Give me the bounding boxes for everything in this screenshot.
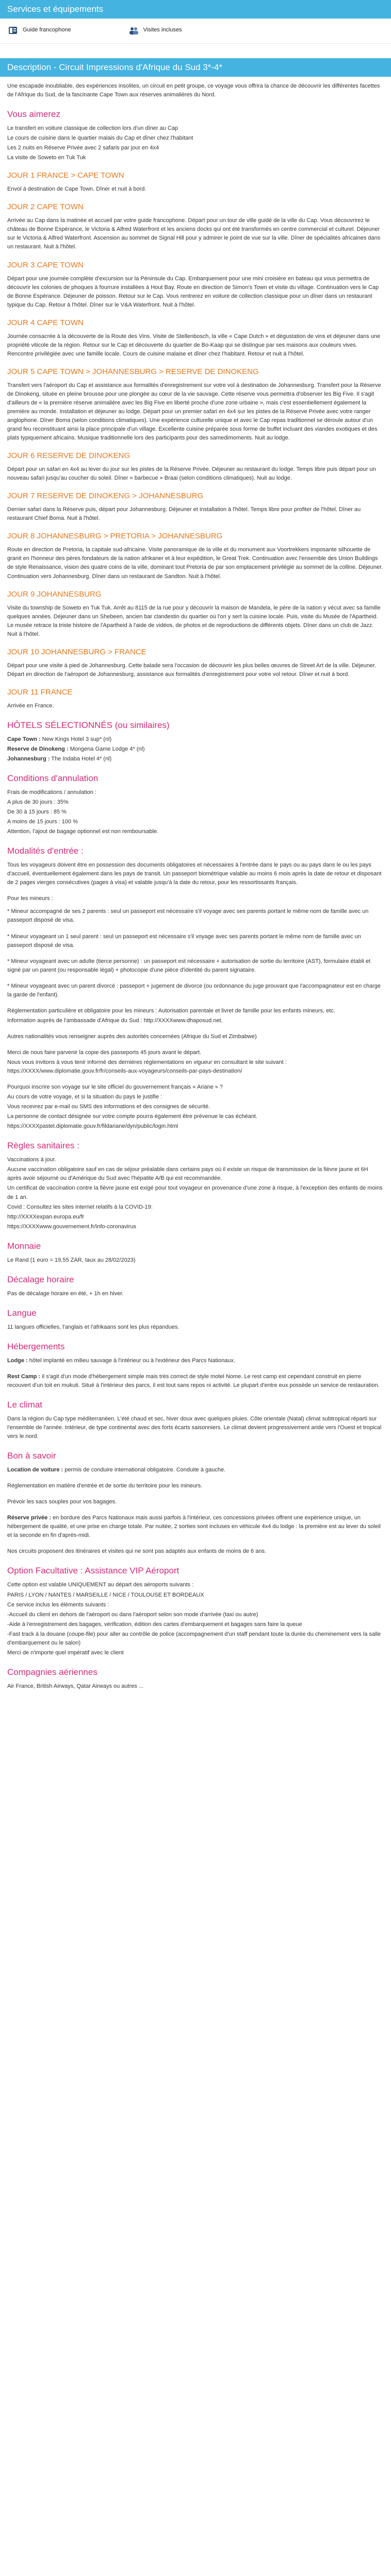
entree-para: * Mineur accompagné de ses 2 parents : seul un passeport est nécessaire s'il voyage avec ses parents portant le même nom de famille avec un passeport disposé de visa. [7, 908, 369, 924]
entree-para: * Mineur voyageant avec un adulte (tierce personne) : un passeport est nécessaire + autorisation de sortie du territoire (AST), formulaire établi et signé par un parent (ou responsable légal) + photocopie d'une pièce d'identité du parent signataire. [7, 958, 371, 973]
bonavoir-para [7, 1466, 384, 1475]
hebergement-para [7, 1372, 384, 1390]
entree-title: Modalités d'entrée : [7, 846, 84, 856]
day-title: JOUR 5 CAPE TOWN > JOHANNESBURG > RESERVE DE DINOKENG [7, 367, 259, 376]
sanitaires-title: Règles sanitaires : [7, 1141, 79, 1151]
aimerez-line: Le transfert en voiture classique de collection lors d'un dîner au Cap [7, 125, 178, 132]
annulation-line: De 30 à 15 jours : 85 % [7, 809, 67, 816]
service-guide [7, 25, 71, 36]
entree-para: Information auprès de l'ambassade d'Afrique du Sud : http://XXXXwww.dhaposud.net. [7, 1017, 223, 1024]
hotels-title: HÔTELS SÉLECTIONNÉS (ou similaires) [7, 720, 170, 730]
description-section [0, 82, 391, 1691]
day-text: Arrivée en France. [7, 702, 54, 709]
option-line: -Aide à l'enregistrement des bagages, vérification, édition des cartes d'embarquement et bagages sans faire la queue [7, 1621, 302, 1628]
bonavoir-para: Réglementation en matière d'entrée et de sortie du territoire pour les mineurs. [7, 1483, 203, 1489]
entree-para: Au cours de votre voyage, et si la situation du pays le justifie : [7, 1094, 162, 1100]
langue-title: Langue [7, 1308, 37, 1318]
bonavoir-para [7, 1514, 384, 1540]
entree-para: Merci de nous faire parvenir la copie des passeports 45 jours avant le départ. [7, 1049, 202, 1056]
guide-icon [7, 25, 19, 36]
option-line: -Accueil du client en dehors de l'aéroport ou dans l'aéroport selon son mode d'arrivée (taxi ou autre) [7, 1611, 258, 1618]
option-line: Cette option est valable UNIQUEMENT au départ des aéroports suivants : [7, 1582, 194, 1588]
day-text: Arrivée au Cap dans la matinée et accueil par votre guide francophone. Départ pour un tour de ville guidé de la ville du Cap. Vous découvrirez le château de Bonne Espérance, le Victoria & Alfred Waterfront et les anciens docks qui ont été transformés en centre commercial et culturel. Déjeuner sur le Victoria & Alfred Waterfront. Ascension au sommet de Signal Hill pour y admirer le point de vue sur la ville. Dîner de spécialités africaines dans un restaurant. Nuit à l'hôtel. [7, 217, 381, 250]
climat-text: Dans la région du Cap type méditerranéen. L'été chaud et sec, hiver doux avec quelques pluies. Côte orientale (Natal) climat subtropical réparti sur l'ensemble de l'année. Intérieur, de type continental avec des forts écarts saisonniers. Le climat devient progressivement aride vers l'Ouest et tropical vers le nord. [7, 1415, 382, 1440]
day-title: JOUR 6 RESERVE DE DINOKENG [7, 451, 131, 461]
option-line: Ce service inclus les éléments suivants : [7, 1601, 109, 1608]
annulation-line: A moins de 15 jours : 100 % [7, 819, 78, 825]
bonavoir-text: en bordure des Parcs Nationaux mais aussi parfois à l'intérieur, ces concessions privées offrent une expérience unique, un hébergement de qualité, et une prise en charge totale. Par nuitée, 2 sorties sont incluses en véhicule 4x4 du lodge : la première est au lever du soleil et la seconde en fin d'après-midi. [7, 1515, 381, 1539]
bonavoir-para: Prévoir les sacs souples pour vos bagages. [7, 1499, 117, 1505]
day-title: JOUR 11 FRANCE [7, 687, 73, 697]
annulation-title: Conditions d'annulation [7, 773, 99, 784]
day-text: Journée consacrée à la découverte de la Route des Vins. Visite de Stellenbosch, la ville « Cape Dutch » et dégustation de vins et déjeuner dans une propriété viticole de la région. Retour sur le Cap et découverte du quartier de Bo-Kaap qui se distingue par ses maisons aux couleurs vives. Rencontre privilégiée avec une famille locale. Cours de cuisine malaise et dîner chez l'habitant. Retour et nuit à l'hôtel. [7, 333, 381, 357]
bonavoir-title: Bon à savoir [7, 1451, 56, 1461]
bonavoir-label: Réserve privée : [7, 1515, 51, 1521]
services-title: Services et équipements [0, 0, 391, 19]
sanitaires-para: https://XXXXwww.gouvernement.fr/info-coronavirus [7, 1223, 137, 1230]
entree-para: Nous vous invitons à vous tenir informé des dernières réglementations en vigueur en consultant le site suivant : https://XXXX/www.diplomatie.gouv.fr/fr/conseils-aux-voyageurs/conseils-par-pays-destination/ [7, 1059, 287, 1075]
description-title: Description - Circuit Impressions d'Afrique du Sud 3*-4* [0, 58, 391, 77]
hotel-value: The Indaba Hotel 4* (nl) [51, 755, 112, 762]
day-title: JOUR 1 FRANCE > CAPE TOWN [7, 171, 124, 180]
day-text: Dernier safari dans la Réserve puis, départ pour Johannesburg. Déjeuner et installation à l'hôtel. Temps libre pour profiter de l'hôtel. Dîner au restaurant Chief Boma. Nuit à l'hôtel. [7, 506, 361, 522]
hebergement-text: il s'agit d'un mode d'hébergement simple mais très correct de style motel Nome. Le rest camp est cependant construit en pierre recouvert d'un toit en mukuti. Situé à l'intérieur des parcs, il est tout sans repos ni activité. Le plupart d'entre eux possède un service de restauration. [7, 1373, 380, 1388]
hebergement-label: Rest Camp : [7, 1373, 41, 1380]
hotel-label: Johannesburg : [7, 755, 50, 762]
day-text: Départ pour un safari en 4x4 au lever du jour sur les pistes de la Réserve Privée. Déjeuner au restaurant du lodge. Temps libre puis départ pour un nouveau safari jusqu'au coucher du soleil. Dîner « barbecue » Braai (selon conditions climatiques). Nuit au lodge. [7, 466, 376, 482]
option-title: Option Facultative : Assistance VIP Aéroport [7, 1566, 180, 1576]
services-list [0, 19, 391, 44]
hebergement-label: Lodge : [7, 1357, 28, 1364]
aimerez-line: Les 2 nuits en Réserve Privée avec 2 safaris par jour en 4x4 [7, 145, 159, 151]
bonavoir-text: permis de conduire international obligatoire. Conduite à gauche. [64, 1467, 226, 1473]
sanitaires-para: Vaccinations à jour. [7, 1157, 56, 1163]
day-title: JOUR 7 RESERVE DE DINOKENG > JOHANNESBURG [7, 492, 204, 501]
day-title: JOUR 9 JOHANNESBURG [7, 589, 102, 599]
entree-para: Pourquoi inscrire son voyage sur le site officiel du gouvernement français « Ariane » ? [7, 1084, 223, 1091]
sanitaires-para: http://XXXXexpan.europa.eu/fr [7, 1213, 85, 1220]
day-text: Départ pour une journée complète d'excursion sur la Péninsule du Cap. Embarquement pour une mini croisière en bateau qui vous permettra de découvrir les colonies de phoques à fourrure installées à Hout Bay. Route en direction de Simon's Town et visite du village. Continuation vers le Cap de Bonne Espérance. Déjeuner de poisson. Retour sur le Cap. Vous rentrerez en voiture de collection classique pour un dîner dans un restaurant typique du Cap. Retour à l'hôtel. Dîner sur le V&A Waterfront. Nuit à l'hôtel. [7, 275, 379, 308]
langue-text: 11 langues officielles, l'anglais et l'afrikaans sont les plus répandues. [7, 1324, 180, 1330]
bonavoir-label: Location de voiture : [7, 1467, 63, 1473]
day-title: JOUR 2 CAPE TOWN [7, 202, 84, 212]
annulation-line: Frais de modifications / annulation : [7, 789, 97, 796]
decalage-title: Décalage horaire [7, 1274, 74, 1284]
hebergements-title: Hébergements [7, 1341, 65, 1351]
monnaie-text: Le Rand (1 euro = 19,55 ZAR, taux au 28/02/2023) [7, 1257, 136, 1263]
annulation-line: A plus de 30 jours : 35% [7, 799, 69, 806]
entree-para: Réglementation particulière et obligatoire pour les mineurs : Autorisation parentale et livret de famille pour les enfants mineurs, etc. [7, 1007, 335, 1014]
hotel-label: Cape Town : [7, 736, 41, 742]
sanitaires-para: Un certificat de vaccination contre la fièvre jaune est exigé pour tout voyageur en provenance d'une zone à risque, à l'exception des enfants de moins de 1 an. [7, 1185, 383, 1200]
monnaie-title: Monnaie [7, 1241, 41, 1251]
option-line: Merci de n'importe quel impératif avec le client [7, 1649, 124, 1656]
day-text: Transfert vers l'aéroport du Cap et assistance aux formalités d'enregistrement sur votre vol à destination de Johannesburg. Transfert pour la Réserve de Dinokeng, située en pleine brousse pour une plongée au cœur de la vie sauvage. Cette réserve vous permettra d'observer les Big Five. Il s'agit d'ailleurs de « la première réserve animalière avec les Big Five en liberté proche d'une zone urbaine », mais c'est essentiellement également la première au monde. Installation et déjeuner au lodge. Départ pour un premier safari en 4x4 sur les pistes de la Réserve Privée avec votre ranger anglophone. Dîner Boma (selon conditions climatiques). Une expérience culturelle unique et avec le Cap repas traditionnel se déroule autour d'un grand feu reconstituant ainsi la place principale d'un village. Excellente cuisine préparée sous forme de buffet incluant des viandes exotiques et des plats typiquement africains. Musique traditionnelle lors des participants pour des samedimoments. Nuit au lodge. [7, 382, 381, 442]
compagnies-title: Compagnies aériennes [7, 1667, 97, 1677]
hotel-line [7, 745, 384, 754]
entree-para: Autres nationalités vous renseigner auprès des autorités concernées (Afrique du Sud et Zimbabwe) [7, 1033, 257, 1040]
option-line: PARIS / LYON / NANTES / MARSEILLE / NICE / TOULOUSE ET BORDEAUX [7, 1591, 204, 1598]
day-title: JOUR 3 CAPE TOWN [7, 260, 84, 269]
annulation-line: Attention, l'ajout de bagage optionnel est non remboursable. [7, 828, 159, 835]
sanitaires-para: Covid : Consultez les sites internet relatifs à la COVID-19: [7, 1204, 153, 1210]
hebergement-para [7, 1357, 384, 1365]
entree-para: Tous les voyageurs doivent être en possession des documents obligatoires et nécessaires à l'entrée dans le pays ou au pays dans le ou les pays d'accueil, éventuellement également dans les pays de transit. Un passeport biométrique valable au moins 6 mois après la date de retour et disposant de 2 pages vierges consécutives (pages à visa) et valable jusqu'à la date du retour, pour les ressortissants français. [7, 862, 382, 886]
hotel-line [7, 755, 384, 764]
day-text: Visite du township de Soweto en Tuk Tuk. Arrêt au 8115 de la rue pour y découvrir la maison de Mandela, le père de la nation y vécut avec sa famille quelques années. Déjeuner dans un Shebeen, ancien bar clandestin du quartier où l'on y sert la cuisine locale. Puis, visite du Musée de l'Apartheid. Le musée retrace la triste histoire de l'Apartheid à l'aide de vidéos, de photos et de reproductions de différents objets. Dîner dans un club de Jazz. Nuit à l'hôtel. [7, 604, 381, 637]
day-title: JOUR 8 JOHANNESBURG > PRETORIA > JOHANNESBURG [7, 532, 223, 541]
entree-para: https://XXXXpastel.diplomatie.gouv.fr/fildariane/dyn/public/login.html [7, 1123, 178, 1130]
compagnies-text: Air France, British Airways, Qatar Airways ou autres ... [7, 1683, 144, 1689]
day-text: Route en direction de Pretoria, la capitale sud-africaine. Visite panoramique de la ville et du monument aux Voortrekkers imposante silhouette de granit en l'honneur des pères fondateurs de la nation afrikaner et à leur expédition, le Great Trek. Continuation avec l'ensemble des Union Buildings de style Renaissance, vision des quatre coins de la ville, dominant tout Pretoria de par son emplacement privilégié au sommet de la colline. Déjeuner. Continuation vers Johannesburg. Dîner dans un restaurant de Sandton. Nuit à l'hôtel. [7, 547, 383, 580]
day-text: Envol à destination de Cape Town. Dîner et nuit à bord. [7, 186, 146, 193]
hotel-value: New Kings Hotel 3 sup* (nl) [42, 736, 112, 742]
entree-para: Vous recevrez par e-mail ou SMS des informations et des consignes de sécurité. [7, 1104, 210, 1110]
visits-icon [128, 25, 139, 36]
entree-para: * Mineur voyageant un 1 seul parent : seul un passeport est nécessaire s'il voyage avec ses parents portant le même nom de famille avec un passeport disposé de visa. [7, 933, 361, 948]
aimerez-line: La visite de Soweto en Tuk Tuk [7, 155, 86, 161]
aimerez-line: Le cours de cuisine dans le quartier malais du Cap et dîner chez l'habitant [7, 135, 193, 142]
day-text: Départ pour une visite à pied de Johannesburg. Cette balade sera l'occasion de découvrir les plus belles œuvres de Street Art de la ville. Déjeuner. Départ en direction de l'aéroport de Johannesburg, assistance aux formalités d'enregistrement pour votre vol retour. Dîner et nuit à bord. [7, 662, 377, 677]
hotel-label: Reserve de Dinokeng : [7, 745, 69, 752]
service-visits [128, 25, 182, 36]
hotel-value: Mongena Game Lodge 4* (nl) [70, 745, 145, 752]
climat-title: Le climat [7, 1399, 43, 1410]
service-visits-label: Visites incluses [143, 27, 182, 33]
service-guide-label: Guide francophone [23, 27, 71, 33]
decalage-text: Pas de décalage horaire en été, + 1h en hiver. [7, 1290, 124, 1297]
option-line: -Fast track à la douane (coupe-file) pour aller au contrôle de police (accompagnement d'un staff pendant toute la durée du cheminement vers la salle d'embarquement ou le salon) [7, 1631, 381, 1646]
sanitaires-para: Aucune vaccination obligatoire sauf en cas de séjour préalable dans certains pays où il existe un risque de transmission de la fièvre jaune et 6H après avoir séjourné ou d'Amérique du Sud avec l'hépatite A/B qui est recommandée. [7, 1166, 368, 1182]
day-title: JOUR 4 CAPE TOWN [7, 318, 84, 327]
hotel-line [7, 735, 384, 744]
aimerez-title: Vous aimerez [7, 109, 60, 120]
description-intro: Une escapade inoubliable, des expériences insolites, un circuit en petit groupe, ce voyage vous offrira la chance de découvrir les différentes facettes de l'Afrique du Sud, de la fascinante Cape Town aux réserves animalières du Nord. [7, 83, 380, 98]
entree-para: La personne de contact désignée sur votre compte pourra également être prévenue le cas échéant. [7, 1113, 257, 1120]
bonavoir-para: Nos circuits proposent des itinéraires et visites qui ne sont pas adaptés aux enfants de moins de 6 ans. [7, 1548, 267, 1555]
hebergement-text: hôtel implanté en milieu sauvage à l'intérieur ou à l'extérieur des Parcs Nationaux. [29, 1357, 235, 1364]
entree-para: Pour les mineurs : [7, 895, 53, 902]
day-title: JOUR 10 JOHANNESBURG > FRANCE [7, 647, 146, 656]
entree-para: * Mineur voyageant avec un parent divorcé : passeport + jugement de divorce (ou ordonnance du juge prouvant que l'accompagnateur est en charge la garde de l'enfant). [7, 982, 381, 998]
